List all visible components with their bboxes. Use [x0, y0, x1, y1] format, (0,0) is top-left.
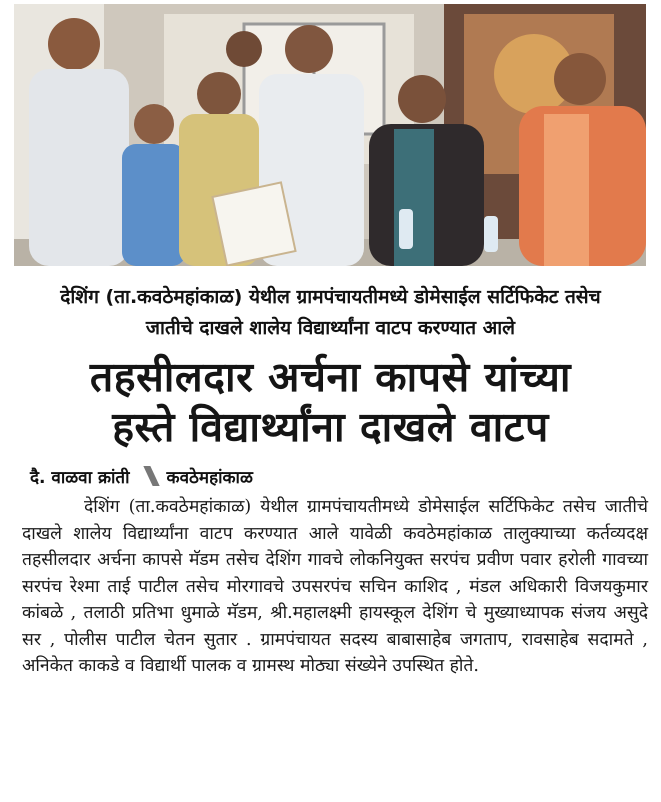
byline: [30, 463, 253, 489]
photo-caption: [8, 282, 653, 344]
article-headline: [8, 352, 653, 452]
byline-source: दै. वाळवा क्रांती: [30, 467, 130, 488]
byline-location: कवठेमहांकाळ: [166, 467, 253, 488]
headline-line-1: तहसीलदार अर्चना कापसे यांच्या: [89, 353, 572, 401]
headline-line-2: हस्ते विद्यार्थ्यांना दाखले वाटप: [112, 403, 549, 451]
article-body: देशिंग (ता.कवठेमहांकाळ) येथील ग्रामपंचायतीमध्ये डोमेसाईल सर्टिफिकेट तसेच जातीचे दाखले शालेय विद्यार्थ्यांना वाटप करण्यात आले यावेळी कवठेमहांकाळ तालुक्याच्या कर्तव्यदक्ष तहसीलदार अर्चना कापसे मॅडम तसेच देशिंग गावचे लोकनियुक्त सरपंच प्रवीण पवार हरोली गावच्या सरपंच रेश्मा ताई पाटील तसेच मोरगावचे उपसरपंच सचिन काशिद , मंडल अधिकारी विजयकुमार कांबळे , तलाठी प्रतिभा धुमाळे मॅडम, श्री.महालक्ष्मी हायस्कूल देशिंग चे मुख्याध्यापक संजय असुदे सर , पोलीस पाटील चेतन सुतार . ग्रामपंचायत सदस्य बाबासाहेब जगताप, रावसाहेब सदामते , अनिकेत काकडे व विद्यार्थी पालक व ग्रामस्थ मोठ्या संख्येने उपस्थित होते.: [22, 497, 648, 676]
caption-line-2: जातीचे दाखले शालेय विद्यार्थ्यांना वाटप करण्यात आले: [145, 317, 516, 339]
byline-separator: [143, 466, 159, 486]
news-photo-icon: [14, 4, 646, 266]
news-photo: [14, 4, 646, 266]
caption-line-1: देशिंग (ता.कवठेमहांकाळ) येथील ग्रामपंचायतीमध्ये डोमेसाईल सर्टिफिकेट तसेच: [60, 286, 601, 308]
